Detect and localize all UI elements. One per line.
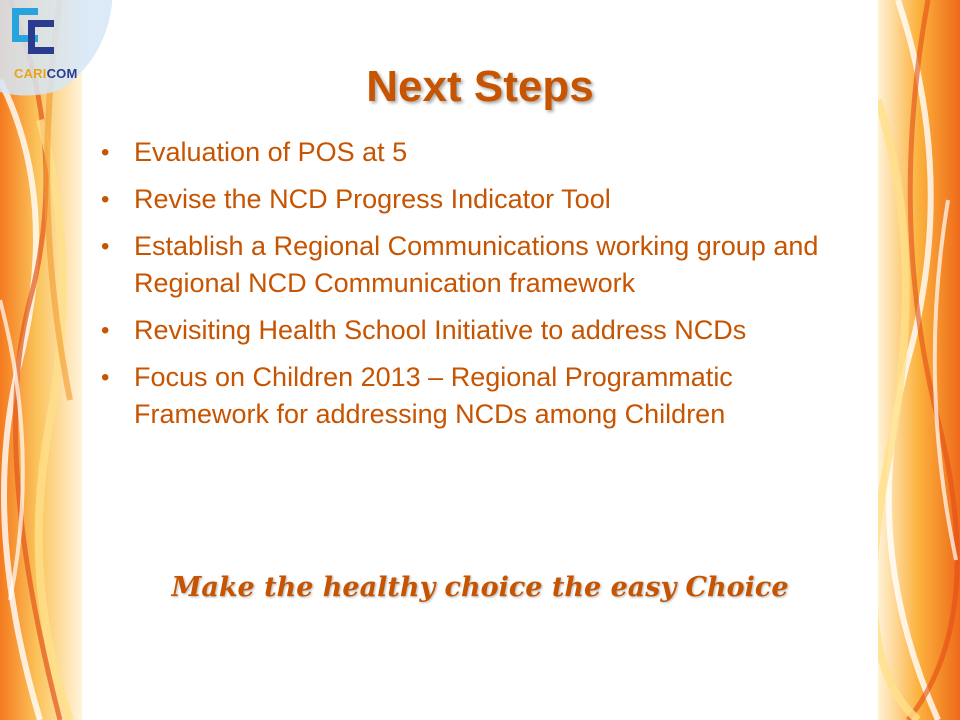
logo-text: CARICOM xyxy=(14,66,78,81)
page-title: Next Steps xyxy=(366,62,594,111)
motto-text: Make the healthy choice the easy Choice xyxy=(171,572,789,603)
bullet-dot-icon: • xyxy=(101,139,110,166)
list-item xyxy=(96,181,866,218)
bullet-dot-icon: • xyxy=(101,317,110,344)
bullet-dot-icon: • xyxy=(101,186,110,213)
list-item xyxy=(96,228,866,302)
bullet-dot-icon: • xyxy=(101,364,110,391)
list-item-text: Establish a Regional Communications working group and Regional NCD Communication framework xyxy=(134,231,819,298)
list-item-text: Evaluation of POS at 5 xyxy=(134,137,408,167)
bullet-list xyxy=(96,134,866,443)
list-item xyxy=(96,312,866,349)
list-item-text: Revise the NCD Progress Indicator Tool xyxy=(134,184,611,214)
list-item-text: Focus on Children 2013 – Regional Programmatic Framework for addressing NCDs among Children xyxy=(134,362,733,429)
list-item-text: Revisiting Health School Initiative to address NCDs xyxy=(134,315,747,345)
bullet-dot-icon: • xyxy=(101,233,110,260)
list-item xyxy=(96,359,866,433)
list-item xyxy=(96,134,866,171)
